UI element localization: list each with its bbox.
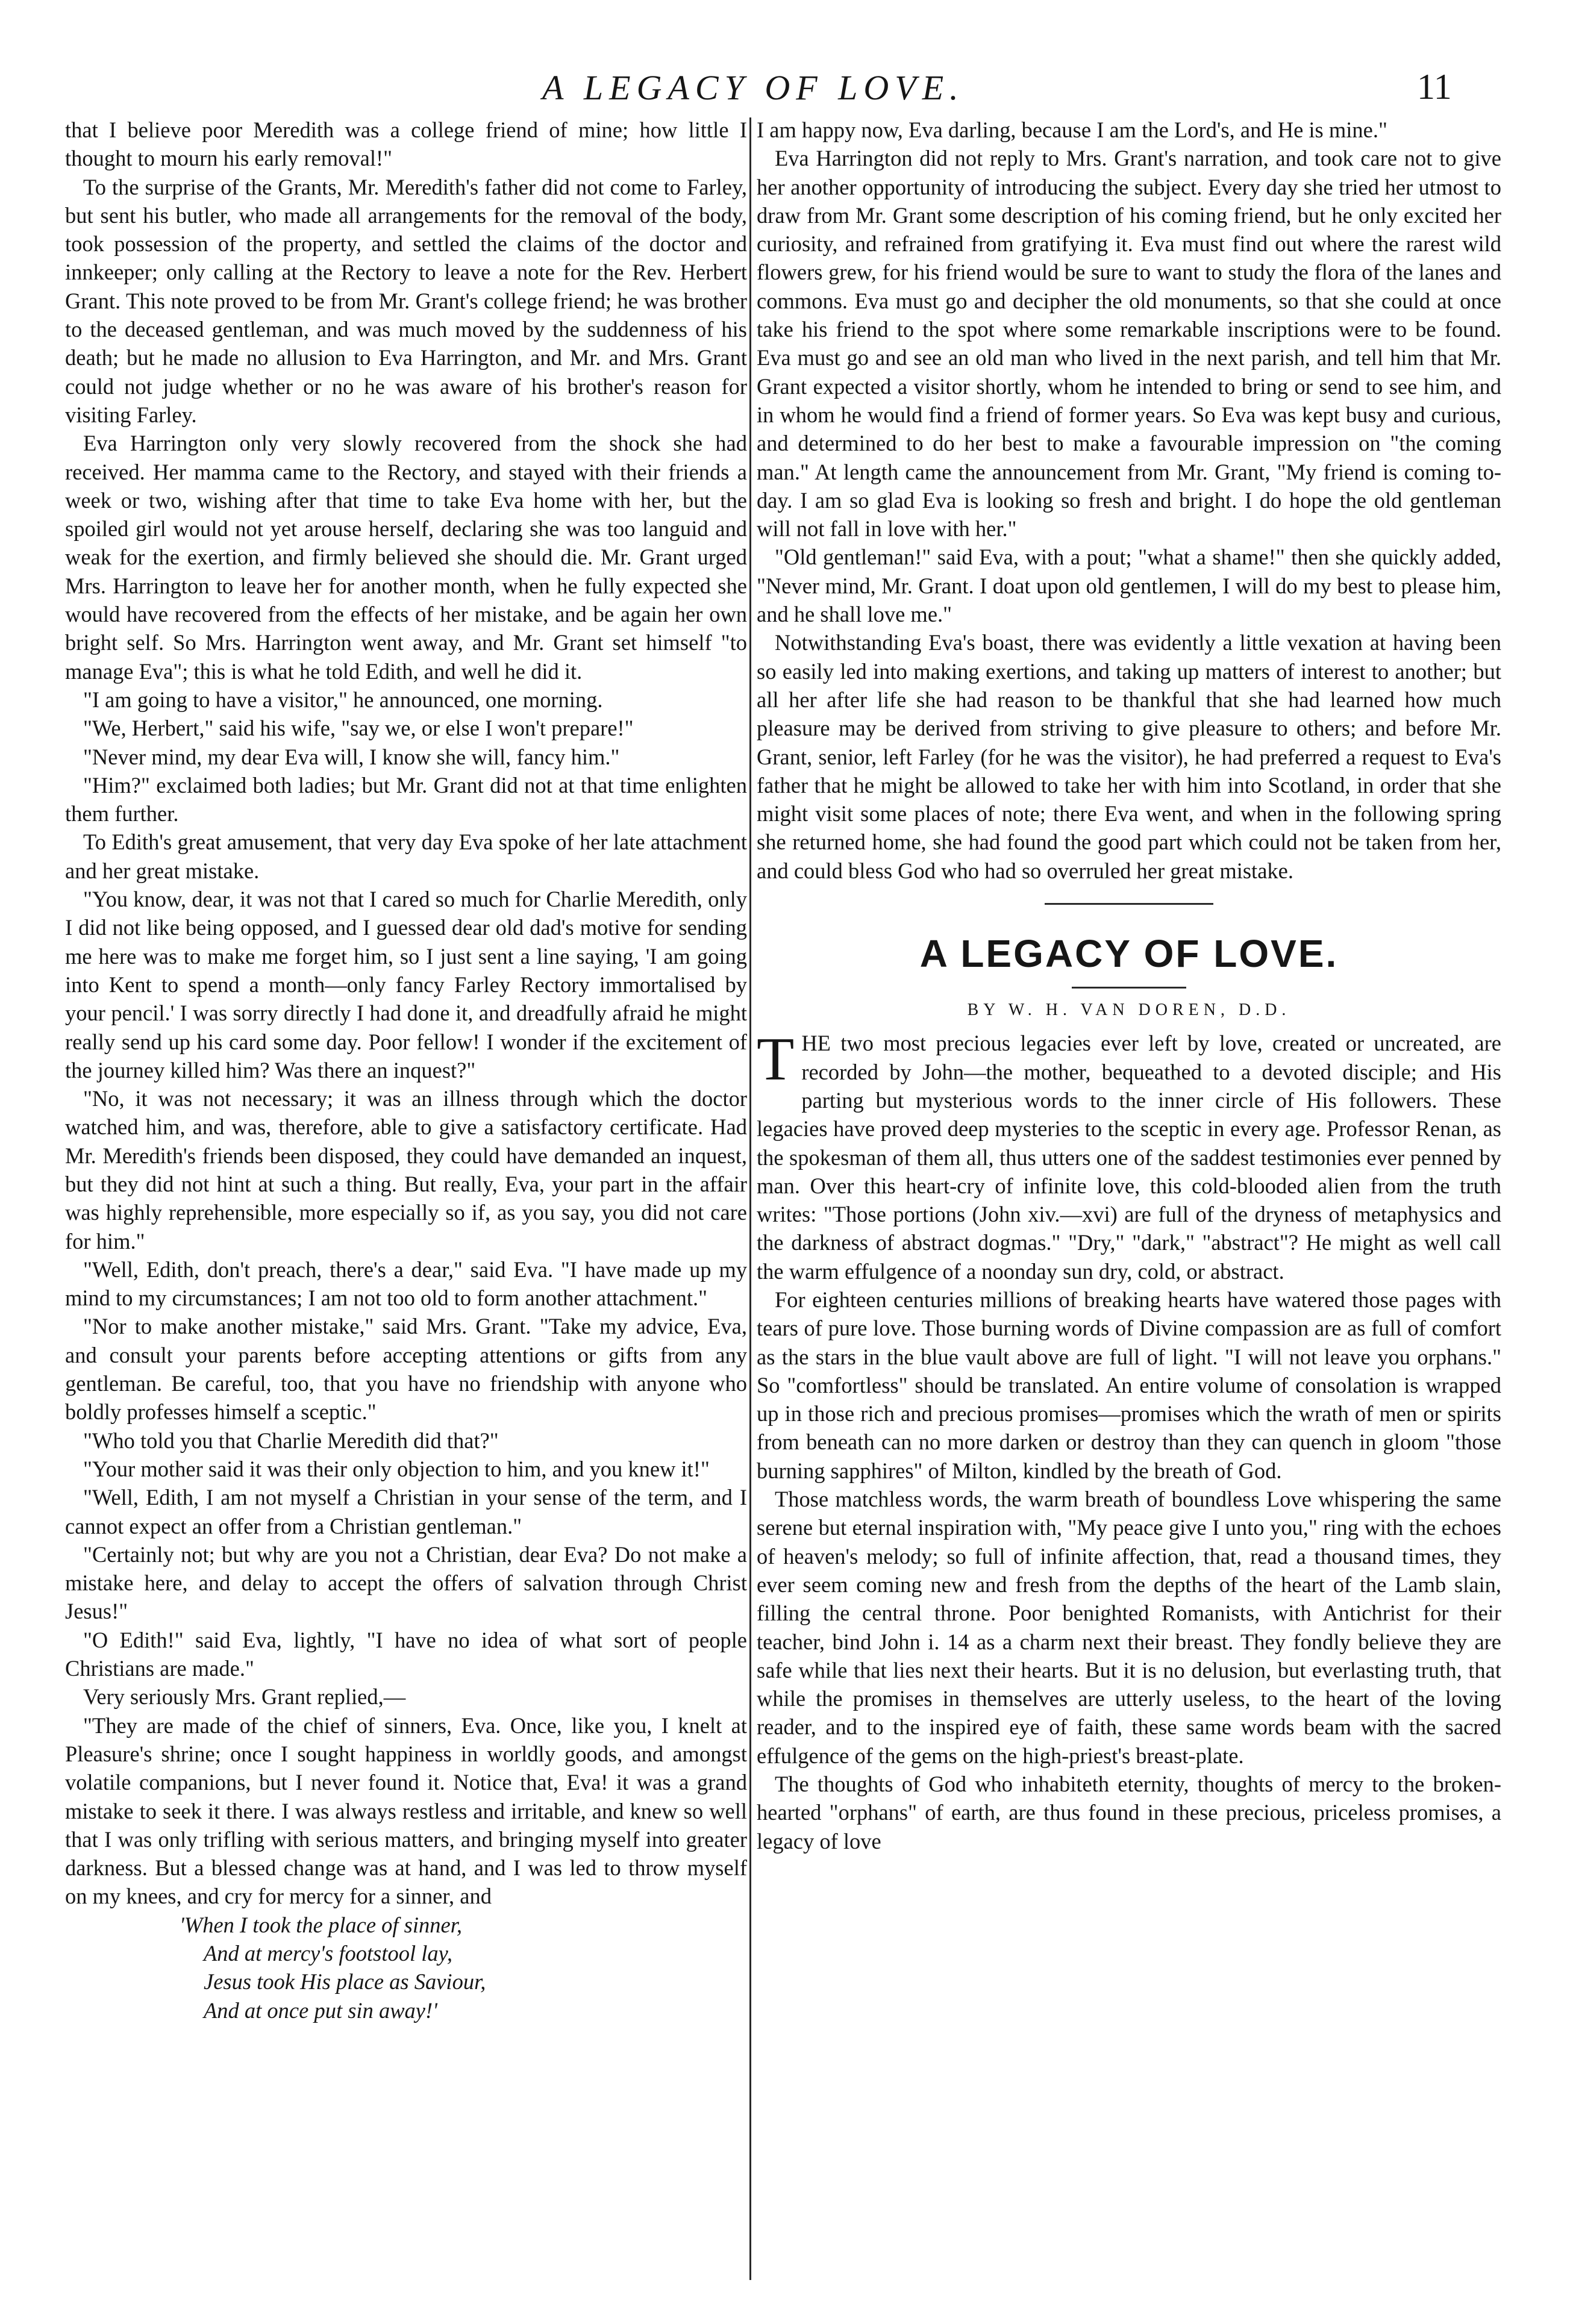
running-head — [0, 65, 1573, 113]
first-paragraph-text: HE two most precious legacies ever left by love, created or uncreated, are recorded by John—the mother, bequeathed to a devoted disciple; and His parting but mysterious words to the inner circle of His followers. These legacies have proved deep mysteries to the sceptic in every age. Professor Renan, as the spokesman of them all, thus utters one of the saddest testimonies ever penned by man. Over this heart-cry of infinite love, this cold-blooded alien from the truth writes: "Those portions (John xiv.—xvi) are full of the dryness of metaphysics and the darkness of abstract dogmas." "Dry," "dark," "abstract"? He might as well call the warm effulgence of a noonday sun dry, cold, or abstract. — [757, 1031, 1501, 1284]
paragraph: "Him?" exclaimed both ladies; but Mr. Grant did not at that time enlighten them further. — [65, 772, 747, 826]
paragraph: For eighteen centuries millions of breaking hearts have watered those pages with tears of pure love. Those burning words of Divine compassion are as full of comfort as the stars in the blue vault above are full of light. "I will not leave you orphans." So "comfortless" should be translated. An entire volume of consolation is wrapped up in those rich and precious promises—promises which the wrath of men or spirits from beneath can no more darken or destroy than they can quench in gloom "those burning sapphires" of Milton, kindled by the breath of God. — [757, 1287, 1501, 1483]
paragraph: Eva Harrington only very slowly recovered from the shock she had received. Her mamma came to the Rectory, and stayed with their friends a week or two, wishing after that time to take Eva home with her, but the spoiled girl would not yet arouse herself, declaring she was too languid and weak for the exertion, and firmly believed she should die. Mr. Grant urged Mrs. Harrington to leave her for another month, when he fully expected she would have recovered from the effects of her mistake, and be again her own bright self. So Mrs. Harrington went away, and Mr. Grant set himself "to manage Eva"; this is what he told Edith, and well he did it. — [65, 431, 747, 684]
paragraph: I am happy now, Eva darling, because I am the Lord's, and He is mine." — [757, 117, 1387, 142]
paragraph: "Old gentleman!" said Eva, with a pout; "what a shame!" then she quickly added, "Never mind, Mr. Grant. I doat upon old gentlemen, I will do my best to please him, and he shall love me." — [757, 545, 1501, 627]
paragraph: "Well, Edith, don't preach, there's a dear," said Eva. "I have made up my mind to my circumstances; I am not too old to form another attachment." — [65, 1257, 747, 1311]
paragraph: Notwithstanding Eva's boast, there was evidently a little vexation at having been so easily led into making exertions, and taking up matters of interest to another; but all her after life she had reason to be thankful that she had learned how much pleasure may be derived from striving to give pleasure to others; and before Mr. Grant, senior, left Farley (for he was the visitor), he had preferred a request to Eva's father that he might be allowed to take her with him into Scotland, in order that she might visit some places of note; there Eva went, and when in the following spring she returned home, she had found the good part which could not be taken from her, and could bless God who had so overruled her great mistake. — [757, 630, 1501, 883]
verse-line: And at mercy's footstool lay, — [204, 1941, 452, 1966]
section-rule — [1045, 903, 1213, 905]
paragraph: "Who told you that Charlie Meredith did that?" — [83, 1428, 499, 1453]
paragraph: "We, Herbert," said his wife, "say we, or else I won't prepare!" — [83, 716, 634, 741]
paragraph: "Nor to make another mistake," said Mrs. Grant. "Take my advice, Eva, and consult your parents before accepting attentions or gifts from any gentleman. Be careful, too, that you have no friendship with anyone who boldly professes himself a sceptic." — [65, 1314, 747, 1425]
verse-line: And at once put sin away!' — [204, 1998, 437, 2023]
first-paragraph — [757, 1025, 1501, 1285]
paragraph: "Certainly not; but why are you not a Christian, dear Eva? Do not make a mistake here, and delay to accept the offers of salvation through Christ Jesus!" — [65, 1542, 747, 1624]
verse-line: Jesus took His place as Saviour, — [204, 1969, 486, 1994]
paragraph: To the surprise of the Grants, Mr. Meredith's father did not come to Farley, but sent his butler, who made all arrangements for the removal of the body, took possession of the property, and settled the claims of the doctor and innkeeper; only calling at the Rectory to leave a note for the Rev. Herbert Grant. This note proved to be from Mr. Grant's college friend; he was brother to the deceased gentleman, and was much moved by the suddenness of his death; but he made no allusion to Eva Harrington, and Mr. and Mrs. Grant could not judge whether or no he was aware of his brother's reason for visiting Farley. — [65, 174, 747, 427]
paragraph: To Edith's great amusement, that very day Eva spoke of her late attachment and her great mistake. — [65, 829, 747, 883]
paragraph: "Well, Edith, I am not myself a Christian in your sense of the term, and I cannot expect an offer from a Christian gentleman." — [65, 1485, 747, 1538]
article-title: A LEGACY OF LOVE. — [919, 932, 1339, 976]
paragraph: "They are made of the chief of sinners, Eva. Once, like you, I knelt at Pleasure's shrine; once I sought happiness in worldly goods, and amongst volatile companions, but I never found it. Notice that, Eva! it was a grand mistake to seek it there. I was always restless and irritable, and knew so well that I was only trifling with serious matters, and bringing myself into greater darkness. But a blessed change was at hand, and I was led to throw myself on my knees, and cry for mercy for a sinner, and — [65, 1713, 747, 1909]
paragraph: "O Edith!" said Eva, lightly, "I have no idea of what sort of people Christians are made." — [65, 1627, 747, 1681]
column-divider — [749, 117, 751, 2280]
paragraph: "Your mother said it was their only objection to him, and you knew it!" — [83, 1456, 710, 1481]
paragraph: "You know, dear, it was not that I cared so much for Charlie Meredith, only I did not like being opposed, and I guessed dear old dad's motive for sending me here was to make me forget him, so I just sent a line saying, 'I am going into Kent to spend a month—only fancy Farley Rectory immortalised by your pencil.' I was sorry directly I had done it, and dreadfully afraid he might really send up his card some day. Poor fellow! I wonder if the excitement of the journey killed him? Was there an inquest?" — [65, 887, 747, 1082]
paragraph: Those matchless words, the warm breath of boundless Love whispering the same serene but eternal inspiration with, "My peace give I unto you," ring with the echoes of heaven's melody; so full of infinite affection, that, read a thousand times, they ever seem coming new and fresh from the depths of the heart of the Lamb slain, filling the central throne. Poor benighted Romanists, with Antichrist for their teacher, bind John i. 14 as a charm next their breast. They fondly believe they are safe while that lies next their hearts. But it is no delusion, but everlasting truth, that while the promises in themselves are utterly useless, to the heart of the loving reader, and to the inspired eye of faith, these same words beam with the sacred effulgence of the gems on the high-priest's breast-plate. — [757, 1487, 1501, 1768]
paragraph: "Never mind, my dear Eva will, I know she will, fancy him." — [83, 744, 620, 769]
paragraph: "I am going to have a visitor," he announced, one morning. — [83, 687, 603, 712]
left-column — [65, 116, 747, 2025]
paragraph: Very seriously Mrs. Grant replied,— — [83, 1684, 406, 1710]
paragraph: Eva Harrington did not reply to Mrs. Grant's narration, and took care not to give her another opportunity of introducing the subject. Every day she tried her utmost to draw from Mr. Grant some description of his coming friend, but he only excited her curiosity, and refrained from gratifying it. Eva must find out where the rarest wild flowers grew, for his friend would be sure to want to study the flora of the lanes and commons. Eva must go and decipher the old monuments, so that she could at once take his friend to the spot where some remarkable inscriptions were to be found. Eva must go and see an old man who lived in the next parish, and tell him that Mr. Grant expected a visitor shortly, whom he intended to bring or send to see him, and in whom he would find a friend of former years. So Eva was kept busy and curious, and determined to do her best to make a favourable impression on "the coming man." At length came the announcement from Mr. Grant, "My friend is coming to-day. I am so glad Eva is looking so fresh and bright. I do hope the old gentleman will not fall in love with her." — [757, 146, 1501, 542]
paragraph: The thoughts of God who inhabiteth eternity, thoughts of mercy to the broken-hearted "orphans" of earth, are thus found in these precious, priceless promises, a legacy of love — [757, 1772, 1501, 1854]
article-byline: BY W. H. VAN DOREN, D.D. — [967, 1001, 1291, 1020]
title-rule — [1072, 987, 1186, 989]
page-number: 11 — [1417, 67, 1452, 107]
right-column — [757, 116, 1501, 1855]
paragraph: that I believe poor Meredith was a college friend of mine; how little I thought to mourn his early removal!" — [65, 117, 747, 171]
paragraph: "No, it was not necessary; it was an illness through which the doctor watched him, and was, therefore, able to give a satisfactory certificate. Had Mr. Meredith's friends been disposed, they could have demanded an inquest, but they did not hint at such a thing. But really, Eva, your part in the affair was highly reprehensible, more especially so if, as you say, you did not care for him." — [65, 1086, 747, 1254]
drop-cap: T — [757, 1025, 795, 1094]
running-title: A LEGACY OF LOVE. — [542, 68, 965, 107]
verse-line: 'When I took the place of sinner, — [180, 1912, 463, 1937]
